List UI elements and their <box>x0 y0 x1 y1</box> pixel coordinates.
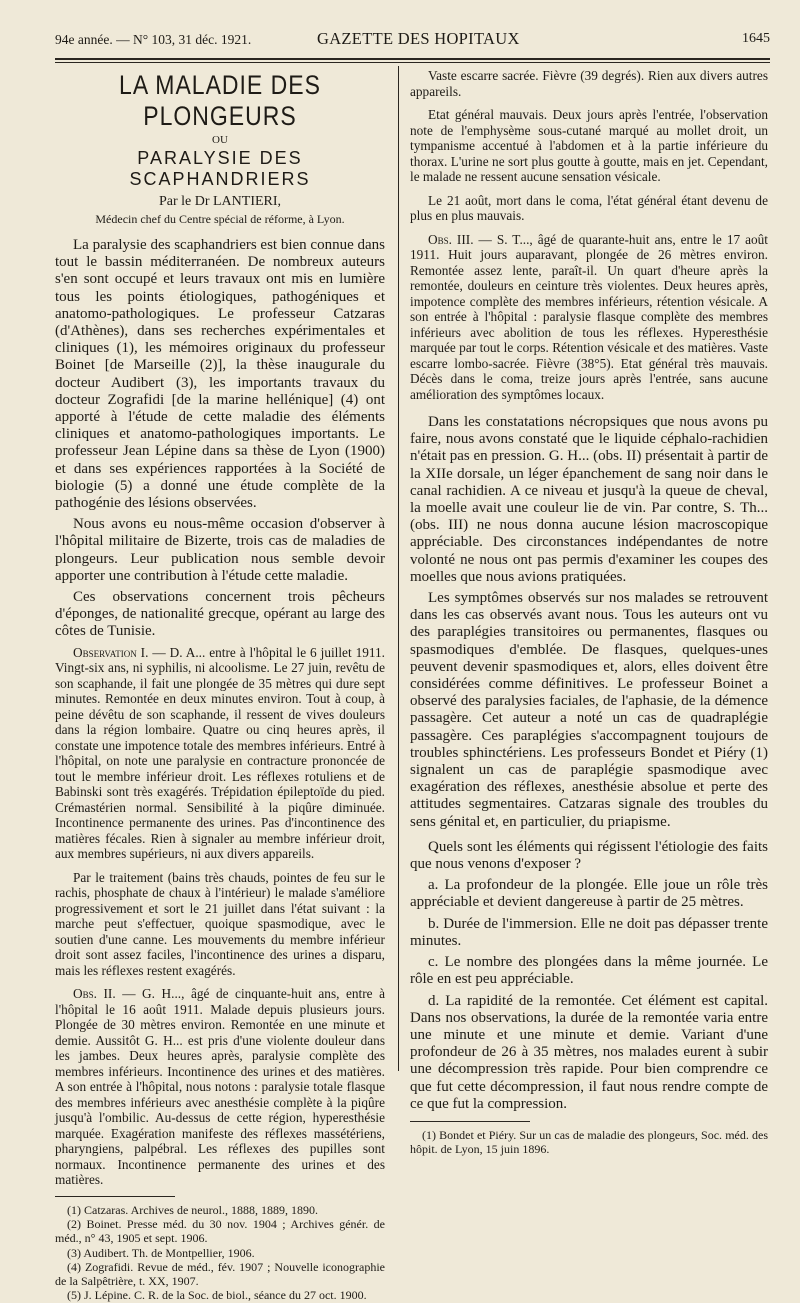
running-header <box>55 29 770 51</box>
observation-text: — G. H..., âgé de cinquante-huit ans, entre à l'hôpital le 16 août 1911. Malade depuis plusieurs jours. Plongée de 30 mètres environ. Remontée en une minute et demie. Aussitôt G. H... est pris d'une violente douleur dans les jambes. Deux heures après, paralysie complète des membres inférieurs. Incontinence des urines et des matières. A son entrée à l'hôpital, nous notons : paralysie totale flasque des membres inférieurs avec anesthésie complète à la piqûre jusqu'à l'ombilic. Au-dessus de cette région, hyperesthésie marquée. Exagération manifeste des réflexes massétériens, pharyngiens, palpébral. Les réflexes des pupilles sont normaux. Incontinence permanente des urines et des matières. <box>55 986 386 1188</box>
footnote: (4) Zografidi. Revue de méd., fév. 1907 ; Nouvelle iconographie de la Salpêtrière, t. XX, 1907. <box>55 1259 385 1289</box>
footnote: (3) Audibert. Th. de Montpellier, 1906. <box>67 1245 255 1260</box>
issue-info: 94e année. — N° 103, 31 déc. 1921. <box>55 32 252 47</box>
observation-label: Observation I. <box>73 644 149 660</box>
header-rule-thin <box>55 62 770 63</box>
column-divider <box>398 66 399 1071</box>
observation-label: Obs. III. <box>428 231 474 247</box>
footnote: (1) Bondet et Piéry. Sur un cas de maladie des plongeurs, Soc. méd. des hôpit. de Lyon, 15 juin 1896. <box>410 1127 768 1157</box>
article-subtitle: PARALYSIE DES SCAPHANDRIERS <box>129 148 311 189</box>
etiology-item-a: a. La profondeur de la plongée. Elle joue un rôle très appréciable et devient dangereuse à partir de 25 mètres. <box>410 877 768 911</box>
paragraph: Ces observations concernent trois pêcheurs d'éponges, de nationalité grecque, opérant au large des côtes de Tunisie. <box>55 589 385 640</box>
paragraph: Les symptômes observés sur nos malades se retrouvent dans les cas observés avant nous. Tous les auteurs ont vu des paraplégies transitoires ou permanentes, flasques ou spasmodiques d'emblée. De flasques, quelques-unes peuvent devenir spasmodiques et, alors, elles doivent être considérées comme définitives. Le professeur Boinet a observé des paralysies faciales, de l'aphasie, de la démence passagère. Cet auteur a noté un cas de quadraplégie passagère. Ces paraplégies s'accompagnent toujours de troubles sphinctériens. Les professeurs Bondet et Piéry (1) signalent un cas de paraplégie spasmodique avec exagération des réflexes, anesthésie absolue et perte des attitudes segmentaires. Catzaras signale des troubles du sens génital et, en particulier, du priapisme. <box>410 590 768 830</box>
observation-text: — S. T..., âgé de quarante-huit ans, entre le 17 août 1911. Huit jours auparavant, plongée de 26 mètres environ. Remontée assez lente, paraît-il. Un quart d'heure après la remontée, douleurs en ceinture très violentes. Deux heures après, impotence complète des membres inférieurs, rétention vésicale. A son entrée à l'hôpital : paralysie flasque complète des membres inférieurs avec abolition de tous les réflexes. Hyperesthésie marquée par tout le corps. Rétention vésicale et des matières. Vaste escarre lombo-sacrée. Fièvre (38°5). Etat général très mauvais. Décès dans le coma, treize jours après l'entrée, sans aucune amélioration des symptômes locaux. <box>410 231 769 402</box>
title-conjunction: OU <box>212 134 228 146</box>
observation-text: — D. A... entre à l'hôpital le 6 juillet 1911. Vingt-six ans, ni syphilis, ni alcoolisme. Le 27 juin, revêtu de son scaphande, il fait une plongée de 35 mètres qui dure sept minutes. Remontée en deux minutes environ. Tout à coup, à peine dévêtu de son scaphande, il ressent de vives douleurs dans la région lombaire. Quatre ou cinq heures après, il constate une impotence totale des membres inférieurs. Entré à l'hôpital, on note une paralysie en contracture prononcée de tout le membre inférieur droit. Les réflexes rotuliens et de Babinski sont très exagérés. Trépidation épileptoïde du pied. Crémastérien normal. Sensibilité à la piqûre diminuée. Incontinence permanente des urines. Pas d'incontinence des matières fécales. Rien à signaler au membre inférieur droit, aux membres supérieurs, ni aux divers appareils. <box>55 644 386 862</box>
etiology-item-b: b. Durée de l'immersion. Elle ne doit pas dépasser trente minutes. <box>410 915 768 949</box>
left-column <box>55 68 385 1303</box>
observation-2 <box>55 986 385 1188</box>
article-title: LA MALADIE DES PLONGEURS <box>119 69 321 131</box>
etiology-item-c: c. Le nombre des plongées dans la même journée. Le rôle en est peu appréciable. <box>410 954 768 988</box>
paragraph: Dans les constatations nécropsiques que nous avons pu faire, nous avons constaté que le liquide céphalo-rachidien n'était pas en pression. G. H... (obs. II) présentait à partir de la XIIe dorsale, un léger épanchement de sang noir dans le canal rachidien. A ce niveau et jusqu'à la queue de cheval, la moelle avait une couleur lie de vin. Par contre, S. Th... (obs. III) ne nous donna aucune lésion macroscopique appréciable. Des circonstances indépendantes de notre volonté ne nous ont pas permis d'examiner les coupes des moelles que nous avions pratiquées. <box>410 414 769 585</box>
observation-1 <box>55 645 385 862</box>
footnote-rule <box>55 1196 175 1197</box>
footnote-rule <box>410 1121 530 1122</box>
author-line: Par le Dr LANTIERI, <box>158 194 282 209</box>
observation-2-end: Le 21 août, mort dans le coma, l'état général étant devenu de plus en plus mauvais. <box>410 192 768 223</box>
journal-name: GAZETTE DES HOPITAUX <box>317 29 520 48</box>
footnote: (1) Catzaras. Archives de neurol., 1888, 1889, 1890. <box>67 1202 318 1217</box>
observation-2-end: Vaste escarre sacrée. Fièvre (39 degrés). Rien aux divers autres appareils. <box>410 68 768 99</box>
observation-label: Obs. II. <box>73 986 116 1002</box>
paragraph: La paralysie des scaphandriers est bien connue dans tout le bassin méditerranéen. De nombreux auteurs s'en sont occupé et leurs travaux ont mis en lumière tous les points étiologiques, pathogéniques et anatomo-pathologiques. Le professeur Catzaras (d'Athènes), dans ses recherches expérimentales et cliniques (1), les mémoires originaux du professeur Boinet [de Marseille (2)], la thèse inaugurale du docteur Audibert (3), les importants travaux du docteur Zografidi [de la marine hellénique] (4) ont apporté à l'étude de cette maladie des éléments cliniques et anatomo-pathologiques importants. Le professeur Jean Lépine dans sa thèse de Lyon (1900) et dans ses expériences rapportées à la Société de biologie (5) a donné une étude complète de la pathogénie des lésions observées. <box>55 237 385 512</box>
author-affiliation: Médecin chef du Centre spécial de réforme, à Lyon. <box>95 212 345 226</box>
right-column <box>410 68 768 1157</box>
header-rule-thick <box>55 58 770 60</box>
paragraph: Quels sont les éléments qui régissent l'étiologie des faits que nous venons d'exposer ? <box>410 838 768 873</box>
observation-3 <box>410 232 768 403</box>
footnote: (2) Boinet. Presse méd. du 30 nov. 1904 ; Archives génér. de méd., n° 43, 1905 et sept. 1906. <box>55 1216 385 1246</box>
observation-2-end: Etat général mauvais. Deux jours après l'entrée, l'observation note de l'emphysème sous-cutané marqué au mollet droit, un tympanisme accentué à l'abdomen et à la partie inférieure du thorax. L'urine ne sort plus goutte à goutte, mais en jet. Cependant, le malade ne ressent aucune sensation vésicale. <box>410 107 768 184</box>
footnote: (5) J. Lépine. C. R. de la Soc. de biol., séance du 27 oct. 1900. <box>67 1288 367 1303</box>
page-number: 1645 <box>742 31 770 46</box>
paragraph: Nous avons eu nous-même occasion d'observer à l'hôpital militaire de Bizerte, trois cas de maladies de plongeurs. Leur publication nous semble devoir apporter une contribution à l'étude cette maladie. <box>55 516 385 584</box>
observation-1-continued: Par le traitement (bains très chauds, pointes de feu sur le rachis, phosphate de chaux à l'intérieur) le malade s'améliore progressivement et sort le 21 juillet dans l'état suivant : la marche peut s'effectuer, quoique spasmodique, avec le soutien d'une canne. Les mouvements du membre inférieur droit sont assez faciles, l'incontinence des urines a disparu, mais les réflexes restent exagérés. <box>55 869 385 978</box>
etiology-item-d: d. La rapidité de la remontée. Cet élément est capital. Dans nos observations, la durée de la remontée varia entre une minute et une minute et demie. Variant d'une profondeur de 26 à 35 mètres, nos malades eurent à subir une décompression très rapide. Pour bien comprendre ce que fut cette décompression, il faut nous rendre compte de ce que fut la compression. <box>410 992 768 1112</box>
